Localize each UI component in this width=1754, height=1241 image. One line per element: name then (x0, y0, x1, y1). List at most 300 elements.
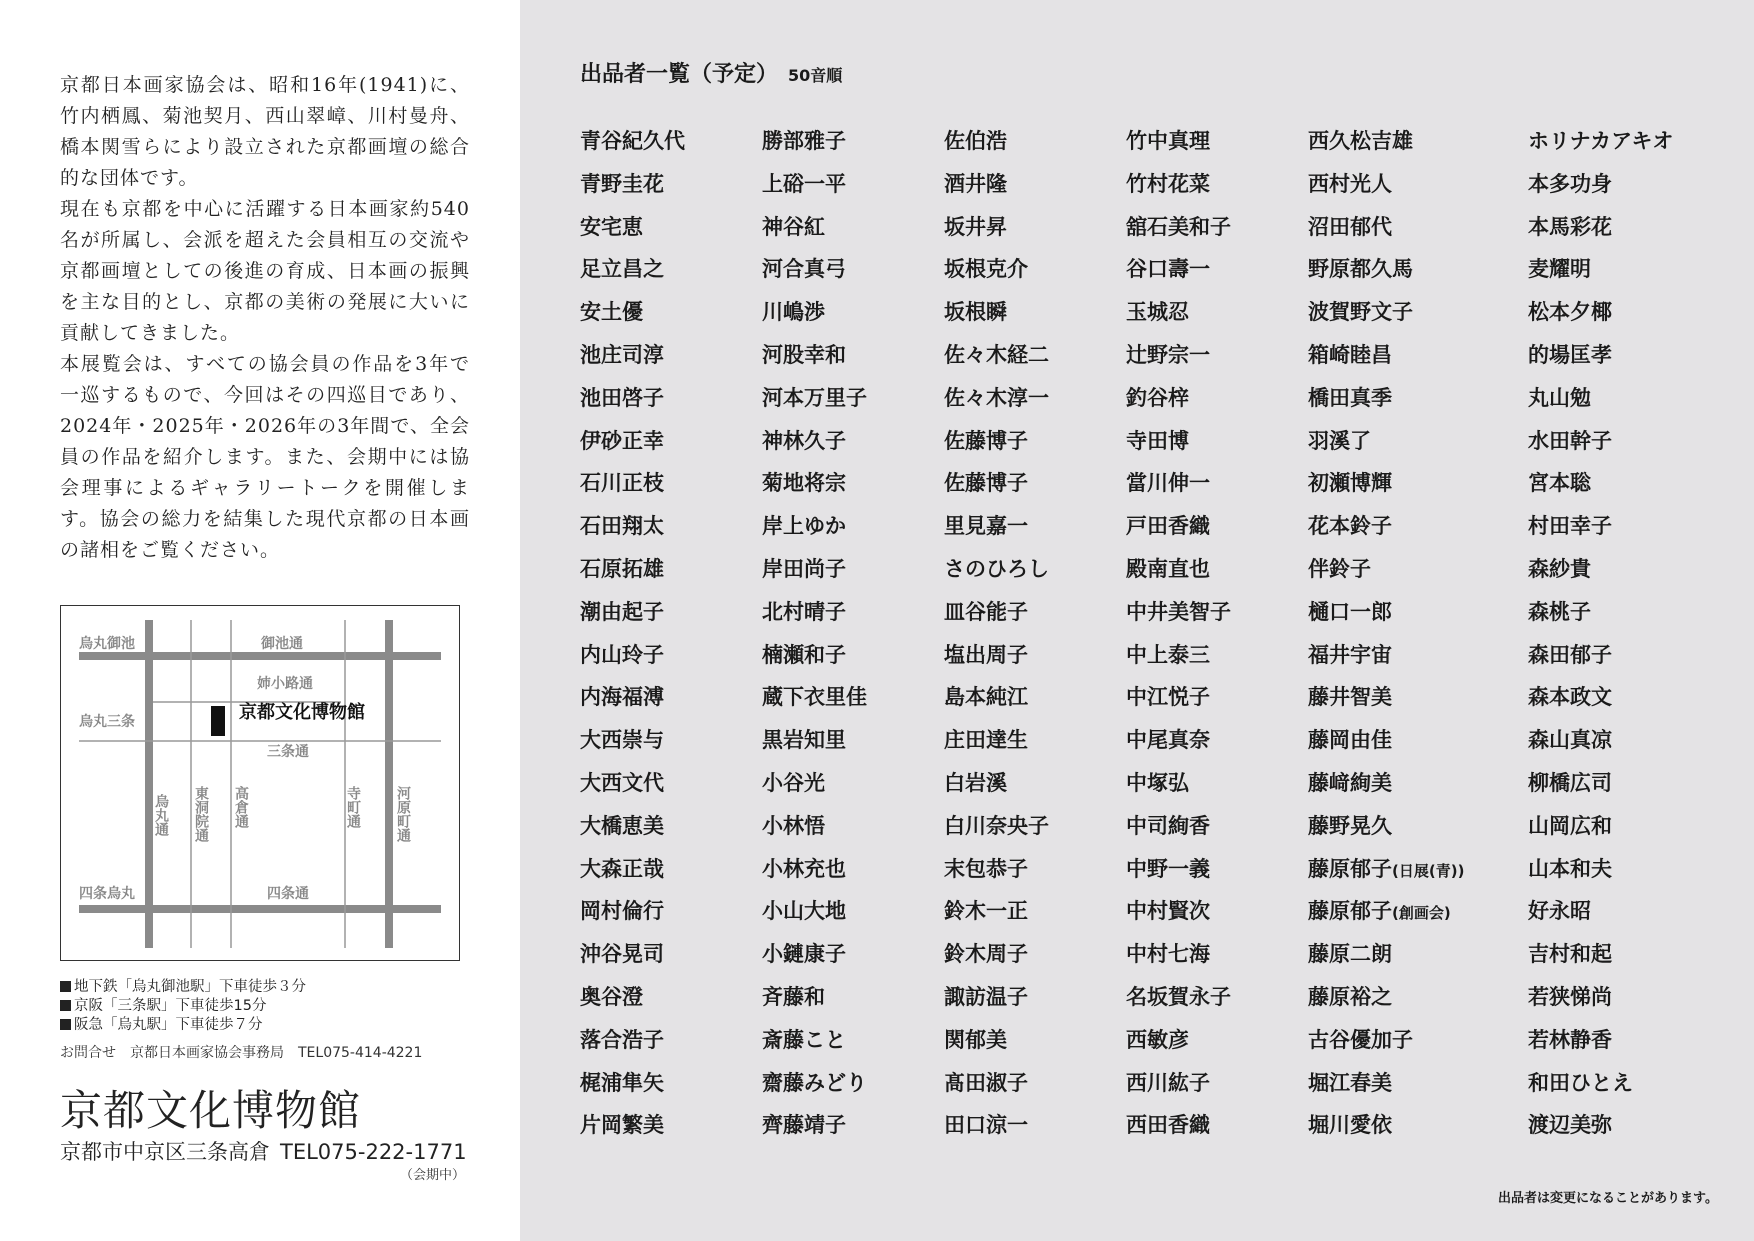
label-karasuma-dori: 烏丸通 (153, 794, 169, 836)
exhibitor-name-text: 藤原二朗 (1308, 942, 1392, 967)
exhibitor-name (1308, 505, 1508, 548)
exhibitor-name (944, 634, 1144, 677)
exhibitor-name (762, 676, 962, 719)
exhibitor-name-text: 大橋恵美 (580, 813, 664, 838)
exhibitor-name (1126, 805, 1326, 848)
exhibitor-name-text: 藤原裕之 (1308, 984, 1392, 1009)
exhibitor-name-text: 楠瀬和子 (762, 642, 846, 667)
exhibitor-name-text: 田口涼一 (944, 1113, 1028, 1138)
exhibitor-name (1126, 291, 1326, 334)
exhibitor-name (762, 1019, 962, 1062)
exhibitor-name-text: 髙田淑子 (944, 1070, 1028, 1095)
exhibitor-name (762, 206, 962, 249)
exhibitor-name-text: 吉村和起 (1528, 942, 1612, 967)
exhibitor-name (1308, 1019, 1508, 1062)
exhibitor-name-text: 潮由起子 (580, 599, 664, 624)
exhibitor-name (762, 848, 962, 891)
exhibitor-name (1308, 420, 1508, 463)
exhibitor-name-text: 山本和夫 (1528, 856, 1612, 881)
exhibitor-name (1126, 120, 1326, 163)
exhibitor-name (580, 1019, 780, 1062)
exhibitor-name-text: 島本純江 (944, 685, 1028, 710)
exhibitor-name-text: 塩出周子 (944, 642, 1028, 667)
square-bullet-icon (60, 1019, 71, 1030)
exhibitor-name-text: 河合真弓 (762, 257, 846, 282)
exhibitor-name-text: 皿谷能子 (944, 599, 1028, 624)
exhibitor-name (1528, 634, 1728, 677)
exhibitor-name (762, 933, 962, 976)
exhibitor-name-text: 藤井智美 (1308, 685, 1392, 710)
exhibitor-name-text: 中司絢香 (1126, 813, 1210, 838)
exhibitor-name (1308, 1062, 1508, 1105)
exhibitor-name (1528, 1019, 1728, 1062)
exhibitor-name-text: 松本夕椰 (1528, 300, 1612, 325)
exhibitor-name-text: 小谷光 (762, 770, 825, 795)
exhibitor-name (944, 120, 1144, 163)
left-panel (0, 0, 520, 1241)
exhibitor-name (762, 248, 962, 291)
exhibitor-name-text: 神林久子 (762, 428, 846, 453)
contact-org: 京都日本画家協会事務局 (130, 1045, 284, 1061)
exhibitor-name-text: 佐藤博子 (944, 428, 1028, 453)
contact-info (60, 1042, 422, 1062)
exhibitor-name (762, 505, 962, 548)
museum-name: 京都文化博物館 (60, 1086, 362, 1135)
exhibitor-name-text: 池庄司淳 (580, 342, 664, 367)
exhibitor-name-text: 酒井隆 (944, 171, 1007, 196)
intro-text (60, 70, 470, 566)
exhibitor-name (762, 719, 962, 762)
change-note: 出品者は変更になることがあります。 (1498, 1191, 1718, 1206)
exhibitor-name (1126, 848, 1326, 891)
exhibitor-name-text: さのひろし (944, 556, 1049, 581)
exhibitor-name (762, 334, 962, 377)
exhibitor-name-text: 堀川愛依 (1308, 1113, 1392, 1138)
exhibitor-name (580, 377, 780, 420)
exhibitor-name-text: 蔵下衣里佳 (762, 685, 867, 710)
exhibitor-name (1308, 377, 1508, 420)
exhibitor-name-text: 藤原郁子 (1308, 856, 1392, 881)
exhibitor-name-text: 岡村倫行 (580, 899, 664, 924)
exhibitor-name-text: 西川紘子 (1126, 1070, 1210, 1095)
kawaramachi-road (385, 620, 393, 948)
exhibitor-name-text: 殿南直也 (1126, 556, 1210, 581)
exhibitor-name (580, 1104, 780, 1147)
exhibitor-affiliation: (日展(青)) (1392, 861, 1465, 880)
exhibitor-name (580, 805, 780, 848)
exhibitor-name-text: 石川正枝 (580, 471, 664, 496)
exhibitor-name (580, 976, 780, 1019)
access-text: 阪急「烏丸駅」下車徒歩７分 (74, 1017, 263, 1033)
exhibitor-name-text: 竹村花菜 (1126, 171, 1210, 196)
exhibitor-name (944, 805, 1144, 848)
exhibitor-name (1528, 805, 1728, 848)
exhibitor-name (1308, 120, 1508, 163)
exhibitor-name-text: 佐々木淳一 (944, 385, 1049, 410)
exhibitor-name (580, 848, 780, 891)
exhibitor-name (944, 1062, 1144, 1105)
exhibitor-name (1528, 1104, 1728, 1147)
exhibitor-name (944, 933, 1144, 976)
exhibitor-name-text: 斎藤こと (762, 1027, 846, 1052)
exhibitor-name-text: 伴鈴子 (1308, 556, 1371, 581)
exhibitor-name (762, 377, 962, 420)
exhibitor-name (1528, 591, 1728, 634)
exhibitor-name-text: 的場匡孝 (1528, 342, 1612, 367)
exhibitor-name (1308, 634, 1508, 677)
exhibitor-name-text: 佐伯浩 (944, 129, 1007, 153)
label-museum: 京都文化博物館 (239, 702, 365, 723)
exhibitor-name (1126, 890, 1326, 933)
exhibitor-name-text: 森紗貴 (1528, 556, 1591, 581)
exhibitor-name-text: 波賀野文子 (1308, 300, 1413, 325)
access-info (60, 978, 480, 1035)
exhibitor-name-text: 菊地将宗 (762, 471, 846, 496)
exhibitor-name-text: 関郁美 (944, 1027, 1007, 1052)
exhibitor-name-text: 寺田博 (1126, 428, 1189, 453)
exhibitor-name-text: 河股幸和 (762, 342, 846, 367)
exhibitor-name-text: 黒岩知里 (762, 728, 846, 753)
label-oike-dori: 御池通 (261, 636, 303, 652)
exhibitor-name-text: 箱崎睦昌 (1308, 342, 1392, 367)
exhibitor-name (944, 762, 1144, 805)
exhibitor-name-text: 小鏈康子 (762, 942, 846, 967)
exhibitor-name (1308, 248, 1508, 291)
exhibitor-name-text: 渡辺美弥 (1528, 1113, 1612, 1138)
exhibitor-name-text: 勝部雅子 (762, 129, 846, 153)
exhibitor-name-text: 川嶋渉 (762, 300, 825, 325)
exhibitor-name-text: 大西崇与 (580, 728, 664, 753)
exhibitor-name-text: 白岩溪 (944, 770, 1007, 795)
exhibitor-name (1126, 163, 1326, 206)
exhibitor-name (762, 1062, 962, 1105)
exhibitor-name (1528, 505, 1728, 548)
exhibitor-name (1126, 462, 1326, 505)
exhibitor-name (1528, 120, 1728, 163)
exhibitor-name-text: 西敏彦 (1126, 1027, 1189, 1052)
exhibitor-name-text: 石原拓雄 (580, 556, 664, 581)
exhibitor-name (1126, 762, 1326, 805)
exhibitor-name (762, 634, 962, 677)
exhibitor-name (580, 248, 780, 291)
exhibitor-name (580, 933, 780, 976)
exhibitor-name (1528, 462, 1728, 505)
exhibitor-name (580, 291, 780, 334)
exhibitor-name-text: 上硲一平 (762, 171, 846, 196)
exhibitor-name-text: 野原都久馬 (1308, 257, 1413, 282)
label-kawaramachi-dori: 河原町通 (395, 786, 411, 842)
exhibitor-name (944, 976, 1144, 1019)
exhibitor-name-text: 小山大地 (762, 899, 846, 924)
label-aneyakoji-dori: 姉小路通 (257, 676, 313, 692)
exhibitor-name (944, 291, 1144, 334)
exhibitor-name (1528, 719, 1728, 762)
exhibitor-name (1308, 462, 1508, 505)
exhibitor-name (1308, 334, 1508, 377)
exhibitor-name-text: 庄田達生 (944, 728, 1028, 753)
exhibitor-name (1126, 248, 1326, 291)
exhibitor-name (580, 206, 780, 249)
exhibitor-column (944, 120, 1144, 1147)
label-teramachi-dori: 寺町通 (345, 786, 361, 828)
exhibitor-name-text: 羽溪了 (1308, 428, 1371, 453)
exhibitor-name-text: 西田香織 (1126, 1113, 1210, 1138)
exhibitor-name-text: 鈴木周子 (944, 942, 1028, 967)
access-text: 地下鉄「烏丸御池駅」下車徒歩３分 (74, 979, 306, 995)
exhibitor-name-text: 安土優 (580, 300, 643, 325)
exhibitor-name (580, 762, 780, 805)
exhibitor-name (944, 548, 1144, 591)
exhibitor-name-text: 坂根克介 (944, 257, 1028, 282)
exhibitor-name (1308, 805, 1508, 848)
exhibitor-name-text: 白川奈央子 (944, 813, 1049, 838)
exhibitor-name (1126, 933, 1326, 976)
label-sanjo-dori: 三条通 (267, 744, 309, 760)
exhibitor-column (580, 120, 780, 1147)
exhibitor-name (1126, 634, 1326, 677)
exhibitor-name-text: 片岡繁美 (580, 1113, 664, 1138)
exhibitor-name-text: 坂井昇 (944, 214, 1007, 239)
exhibitor-name (944, 719, 1144, 762)
exhibitor-name (762, 291, 962, 334)
exhibitor-name (1528, 206, 1728, 249)
exhibitor-column (1126, 120, 1326, 1147)
contact-tel: TEL075-414-4221 (298, 1045, 423, 1061)
exhibitor-name-text: 舘石美和子 (1126, 214, 1231, 239)
intro-paragraph-2: 現在も京都を中心に活躍する日本画家約540名が所属し、会派を超えた会員相互の交流や京都画壇としての後進の育成、日本画の振興を主な目的とし、京都の美術の発展に大いに貢献してきました。 (60, 198, 470, 344)
exhibitor-name-text: 福井宇宙 (1308, 642, 1392, 667)
exhibitor-name (1308, 676, 1508, 719)
museum-address (60, 1136, 467, 1166)
exhibitor-name (1528, 248, 1728, 291)
exhibitor-name-text: 麦耀明 (1528, 257, 1591, 282)
exhibitor-name-text: 岸上ゆか (762, 514, 846, 539)
exhibitor-affiliation: (創画会) (1392, 904, 1451, 923)
exhibitor-name (580, 163, 780, 206)
exhibitor-name (1528, 420, 1728, 463)
exhibitor-name-text: 鈴木一正 (944, 899, 1028, 924)
exhibitor-name-text: 樋口一郎 (1308, 599, 1392, 624)
intro-paragraph-3: 本展覧会は、すべての協会員の作品を3年で一巡するもので、今回はその四巡目であり、2024年・2025年・2026年の3年間で、全会員の作品を紹介します。また、会期中には協会理事によるギャラリートークを開催します。協会の総力を結集した現代京都の日本画の諸相をご覧ください。 (60, 353, 470, 561)
exhibitor-name-text: 坂根瞬 (944, 300, 1007, 325)
map-drawing (61, 606, 459, 960)
exhibitor-name-text: 北村晴子 (762, 599, 846, 624)
exhibitor-name (762, 591, 962, 634)
exhibitor-name-text: 藤﨑絢美 (1308, 770, 1392, 795)
exhibitor-name (1528, 976, 1728, 1019)
exhibitor-name (1308, 719, 1508, 762)
exhibitor-name (1126, 976, 1326, 1019)
exhibitor-name-text: 和田ひとえ (1528, 1070, 1633, 1095)
exhibitor-name-text: 中野一義 (1126, 856, 1210, 881)
exhibitor-name (1126, 505, 1326, 548)
exhibitor-name (944, 334, 1144, 377)
exhibitor-name-text: 里見嘉一 (944, 514, 1028, 539)
exhibitor-name (762, 163, 962, 206)
exhibitor-name (580, 890, 780, 933)
exhibitor-name-text: 奥谷澄 (580, 984, 643, 1009)
exhibitor-name-text: 橋田真季 (1308, 385, 1392, 410)
exhibitor-name (762, 805, 962, 848)
exhibitor-name (1308, 548, 1508, 591)
label-shijo-karasuma: 四条烏丸 (79, 886, 135, 902)
exhibitor-name (1528, 334, 1728, 377)
exhibitor-name (944, 206, 1144, 249)
exhibitor-name-text: 末包恭子 (944, 856, 1028, 881)
exhibitor-column (1308, 120, 1508, 1147)
exhibitor-name (762, 120, 962, 163)
exhibitor-name (944, 1019, 1144, 1062)
exhibitor-name-text: 花本鈴子 (1308, 514, 1392, 539)
access-item (60, 1016, 480, 1035)
square-bullet-icon (60, 981, 71, 992)
exhibitor-name-text: 辻野宗一 (1126, 342, 1210, 367)
exhibitor-name-text: 伊砂正幸 (580, 428, 664, 453)
exhibitor-name-text: 堀江春美 (1308, 1070, 1392, 1095)
exhibitor-name-text: 宮本聡 (1528, 471, 1591, 496)
exhibitor-name-text: 梶浦隼矢 (580, 1070, 664, 1095)
label-shijo-dori: 四条通 (267, 886, 309, 902)
exhibitor-name (944, 420, 1144, 463)
exhibitor-name-text: 當川伸一 (1126, 471, 1210, 496)
exhibitor-name (1528, 548, 1728, 591)
exhibitor-name (1308, 1104, 1508, 1147)
exhibitor-name-text: 若林静香 (1528, 1027, 1612, 1052)
exhibitor-name-text: 諏訪温子 (944, 984, 1028, 1009)
exhibitor-name (1308, 163, 1508, 206)
exhibitor-name (1308, 976, 1508, 1019)
exhibitor-name (1528, 762, 1728, 805)
exhibitor-name-text: 齋藤みどり (762, 1070, 867, 1095)
exhibitor-name (944, 1104, 1144, 1147)
exhibitor-name (1308, 291, 1508, 334)
exhibitor-name (580, 420, 780, 463)
exhibitor-name (1528, 291, 1728, 334)
exhibitor-name (944, 676, 1144, 719)
exhibitor-name (1528, 676, 1728, 719)
access-item (60, 978, 480, 997)
contact-label: お問合せ (60, 1045, 116, 1061)
exhibitor-name-text: 水田幹子 (1528, 428, 1612, 453)
exhibitor-name-text: 内山玲子 (580, 642, 664, 667)
exhibitor-name-text: 藤岡由佳 (1308, 728, 1392, 753)
exhibitor-name-text: 大西文代 (580, 770, 664, 795)
exhibitor-name-text: 森山真凉 (1528, 728, 1612, 753)
exhibitor-name (944, 505, 1144, 548)
label-takakura-dori: 高倉通 (233, 786, 249, 828)
intro-paragraph-1: 京都日本画家協会は、昭和16年(1941)に、竹内栖鳳、菊池契月、西山翠嶂、川村曼舟、橋本関雪らにより設立された京都画壇の総合的な団体です。 (60, 74, 470, 189)
museum-marker (211, 706, 225, 736)
exhibitor-name-text: 初瀬博輝 (1308, 471, 1392, 496)
exhibitor-name (944, 377, 1144, 420)
exhibitor-name (1308, 762, 1508, 805)
exhibitor-name (944, 890, 1144, 933)
exhibitor-name-text: 青野圭花 (580, 171, 664, 196)
exhibitor-name-text: 本多功身 (1528, 171, 1612, 196)
exhibitor-name-text: 藤原郁子 (1308, 899, 1392, 924)
label-higashinotoin-dori: 東洞院通 (193, 786, 209, 842)
exhibitor-name (944, 591, 1144, 634)
exhibitor-name (580, 634, 780, 677)
list-title: 出品者一覧（予定） (580, 62, 779, 87)
exhibitor-name (580, 120, 780, 163)
exhibitor-name-text: 谷口壽一 (1126, 257, 1210, 282)
exhibitor-name (1528, 1062, 1728, 1105)
exhibitor-name-text: 沼田郁代 (1308, 214, 1392, 239)
exhibitor-name-text: 中上泰三 (1126, 642, 1210, 667)
exhibitor-name (1126, 591, 1326, 634)
exhibitor-name-text: 中江悦子 (1126, 685, 1210, 710)
exhibitor-name-text: 小林充也 (762, 856, 846, 881)
exhibitor-name (1126, 1062, 1326, 1105)
exhibitor-name (1528, 890, 1728, 933)
exhibitor-name (1126, 206, 1326, 249)
exhibitor-name (1126, 548, 1326, 591)
exhibitor-name-text: 中塚弘 (1126, 770, 1189, 795)
exhibitor-name-text: 神谷紅 (762, 214, 825, 239)
exhibitor-name (580, 334, 780, 377)
label-karasuma-sanjo: 烏丸三条 (79, 714, 135, 730)
exhibitor-name-text: 古谷優加子 (1308, 1027, 1413, 1052)
exhibitor-name-text: 森田郁子 (1528, 642, 1612, 667)
exhibitor-name-text: 沖谷晃司 (580, 942, 664, 967)
museum-tel: TEL075-222-1771 (280, 1140, 467, 1164)
exhibitor-name-text: 中村七海 (1126, 942, 1210, 967)
exhibitor-name (762, 548, 962, 591)
exhibitor-name-text: 大森正哉 (580, 856, 664, 881)
exhibitor-name (1308, 933, 1508, 976)
exhibitor-name (944, 462, 1144, 505)
exhibitor-name-text: 石田翔太 (580, 514, 664, 539)
exhibitor-name-text: 中井美智子 (1126, 599, 1231, 624)
access-map (60, 605, 460, 961)
exhibitor-name-text: 青谷紀久代 (580, 129, 685, 153)
exhibitor-column (1528, 120, 1728, 1147)
exhibitor-column (762, 120, 962, 1147)
exhibitor-name (1528, 377, 1728, 420)
exhibitor-name (1126, 1104, 1326, 1147)
exhibitor-name (762, 762, 962, 805)
exhibitor-name (1126, 676, 1326, 719)
exhibitor-name (944, 848, 1144, 891)
exhibitor-name (580, 1062, 780, 1105)
exhibitor-name-text: 小林悟 (762, 813, 825, 838)
exhibitor-name (580, 719, 780, 762)
exhibitor-name-text: 中村賢次 (1126, 899, 1210, 924)
exhibitor-name (580, 462, 780, 505)
exhibitor-name (1308, 206, 1508, 249)
access-item (60, 997, 480, 1016)
exhibitor-name-text: 西村光人 (1308, 171, 1392, 196)
exhibitor-name-text: 好永昭 (1528, 899, 1591, 924)
exhibitor-name-text: 村田幸子 (1528, 514, 1612, 539)
square-bullet-icon (60, 1000, 71, 1011)
exhibitor-name (580, 505, 780, 548)
exhibitor-name-text: 西久松吉雄 (1308, 129, 1413, 153)
exhibitor-name (1308, 890, 1508, 933)
exhibitor-name (1528, 848, 1728, 891)
exhibitor-name-text: 玉城忍 (1126, 300, 1189, 325)
exhibitor-name (944, 248, 1144, 291)
exhibitor-name-text: 柳橋広司 (1528, 770, 1612, 795)
tel-period-note: （会期中） (400, 1168, 466, 1183)
exhibitor-name (580, 591, 780, 634)
list-heading (580, 57, 842, 88)
exhibitor-name (580, 548, 780, 591)
exhibitor-name-text: 中尾真奈 (1126, 728, 1210, 753)
exhibitor-name-text: 佐藤博子 (944, 471, 1028, 496)
exhibitor-name (1528, 163, 1728, 206)
